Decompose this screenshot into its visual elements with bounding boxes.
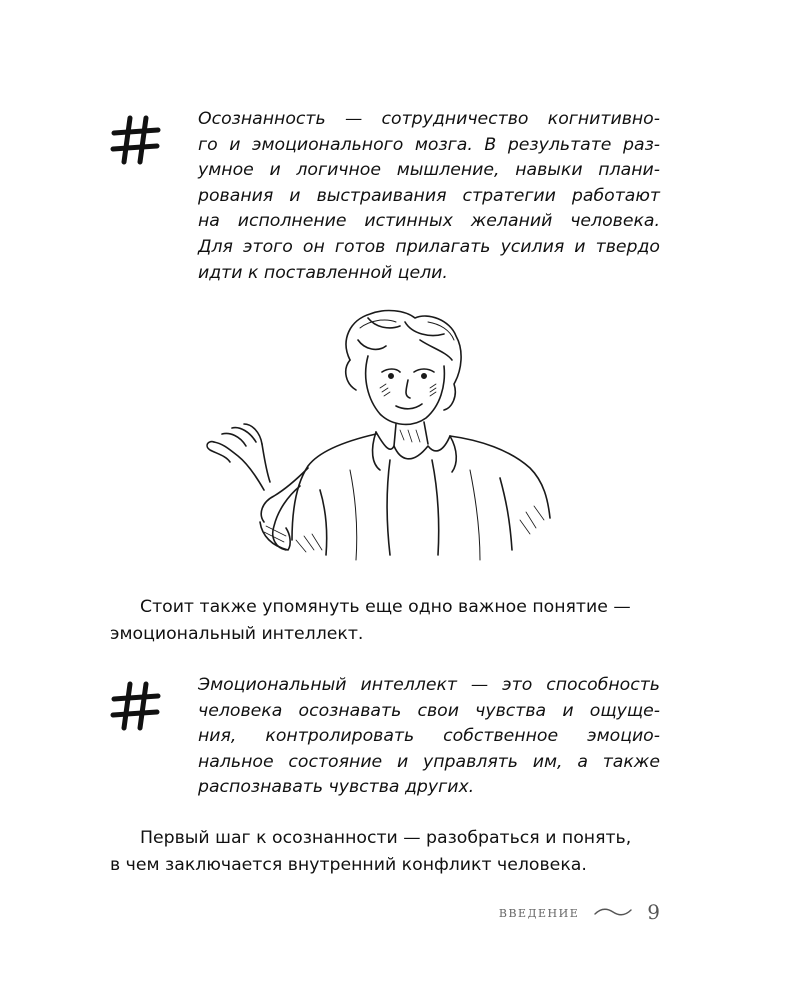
quote-line: ния, контролировать собственное эмоцио- [198, 726, 660, 747]
hash-icon [108, 112, 164, 168]
quote-line: умное и логичное мышление, навыки плани- [198, 160, 660, 181]
quote-line: Осознанность — сотрудничество когнитивно- [198, 109, 660, 129]
quote-line: распознавать чувства других. [198, 777, 475, 798]
running-footer-section: введение [498, 903, 580, 921]
paragraph-line: в чем заключается внутренний конфликт человека. [110, 855, 587, 875]
quote-line: идти к поставленной цели. [198, 262, 448, 283]
quote-line: рования и выстраивания стратегии работают [198, 185, 660, 206]
woman-sketch-illustration [200, 300, 560, 575]
paragraph-line: Первый шаг к осознанности — разобраться и понять, [140, 828, 632, 848]
paragraph-line: Стоит также упомянуть еще одно важное понятие — [140, 597, 631, 617]
quote-line: нальное состояние и управлять им, а также [198, 751, 660, 772]
body-paragraph-first-step [110, 825, 662, 879]
tilde-ornament-icon [593, 905, 633, 919]
hash-icon [108, 678, 164, 734]
quote-line: Эмоциональный интеллект — это способность [198, 675, 660, 695]
page-footer [499, 900, 660, 924]
page-number: 9 [647, 900, 660, 924]
quote-line: Для этого он готов прилагать усилия и твердо [198, 236, 660, 257]
definition-emotional-intelligence [198, 673, 660, 801]
quote-line: человека осознавать свои чувства и ощуще- [198, 700, 660, 721]
quote-line: го и эмоционального мозга. В результате раз- [198, 134, 660, 155]
body-paragraph-emotional-intelligence-intro [110, 594, 662, 648]
definition-mindfulness [198, 107, 660, 286]
paragraph-line: эмоциональный интеллект. [110, 624, 364, 644]
quote-line: на исполнение истинных желаний человека. [198, 211, 660, 232]
